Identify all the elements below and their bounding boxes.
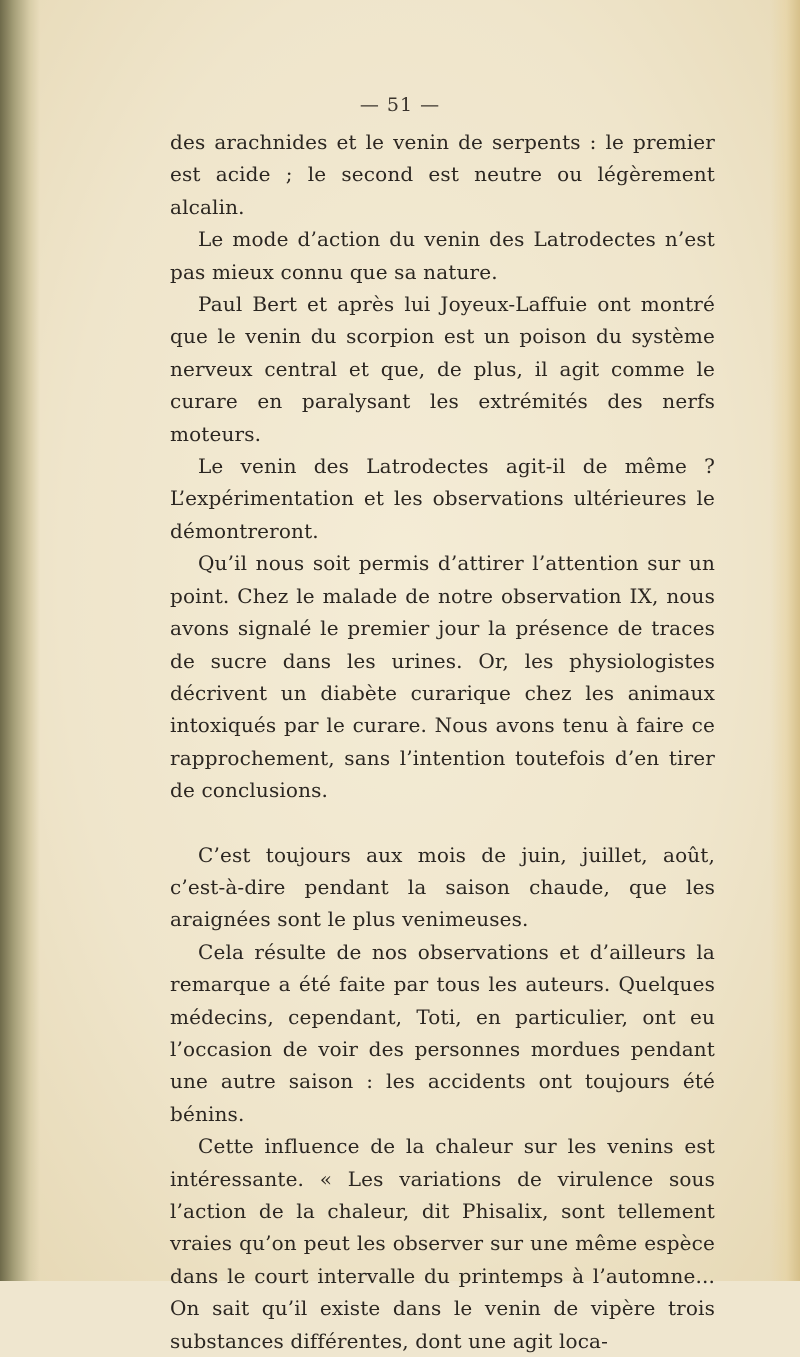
body-text: [170, 126, 715, 1357]
paragraph-7: Cela résulte de nos observations et d’ailleurs la remarque a été faite par tous les auteurs. Quelques médecins, cependant, Toti, en particulier, ont eu l’occasion de voir des personnes mordues pendant une autre saison : les accidents ont toujours été bénins.: [170, 939, 715, 1126]
section-gap: [170, 807, 715, 839]
paragraph-3: Paul Bert et après lui Joyeux-Laffuie ont montré que le venin du scorpion est un poison du système nerveux central et que, de plus, il agit comme le curare en paralysant les extrémités des nerfs moteurs.: [170, 292, 715, 446]
page-edge-stain: [770, 0, 800, 1281]
paragraph-2: Le mode d’action du venin des Latrodectes n’est pas mieux connu que sa nature.: [170, 227, 715, 284]
page-number: — 51 —: [359, 94, 441, 116]
paragraph-1: des arachnides et le venin de serpents : le premier est acide ; le second est neutre ou légèrement alcalin.: [170, 130, 715, 219]
paragraph-8: Cette influence de la chaleur sur les venins est intéressante. « Les variations de virulence sous l’action de la chaleur, dit Phisalix, sont tellement vraies qu’on peut les observer sur une même espèce dans le court intervalle du printemps à l’automne... On sait qu’il existe dans le venin de vipère trois substances différentes, dont une agit loca-: [170, 1134, 715, 1353]
paragraph-6: C’est toujours aux mois de juin, juillet, août, c’est-à-dire pendant la saison chaude, que les araignées sont le plus venimeuses.: [170, 842, 715, 932]
paragraph-5: Qu’il nous soit permis d’attirer l’attention sur un point. Chez le malade de notre observation IX, nous avons signalé le premier jour la présence de traces de sucre dans les urines. Or, les physiologistes décrivent un diabète curarique chez les animaux intoxiqués par le curare. Nous avons tenu à faire ce rapprochement, sans l’intention toutefois d’en tirer de conclusions.: [170, 551, 715, 803]
binding-shadow: [0, 0, 40, 1281]
paragraph-4: Le venin des Latrodectes agit-il de même ? L’expérimentation et les observations ultérieures le démontreront.: [170, 454, 715, 543]
